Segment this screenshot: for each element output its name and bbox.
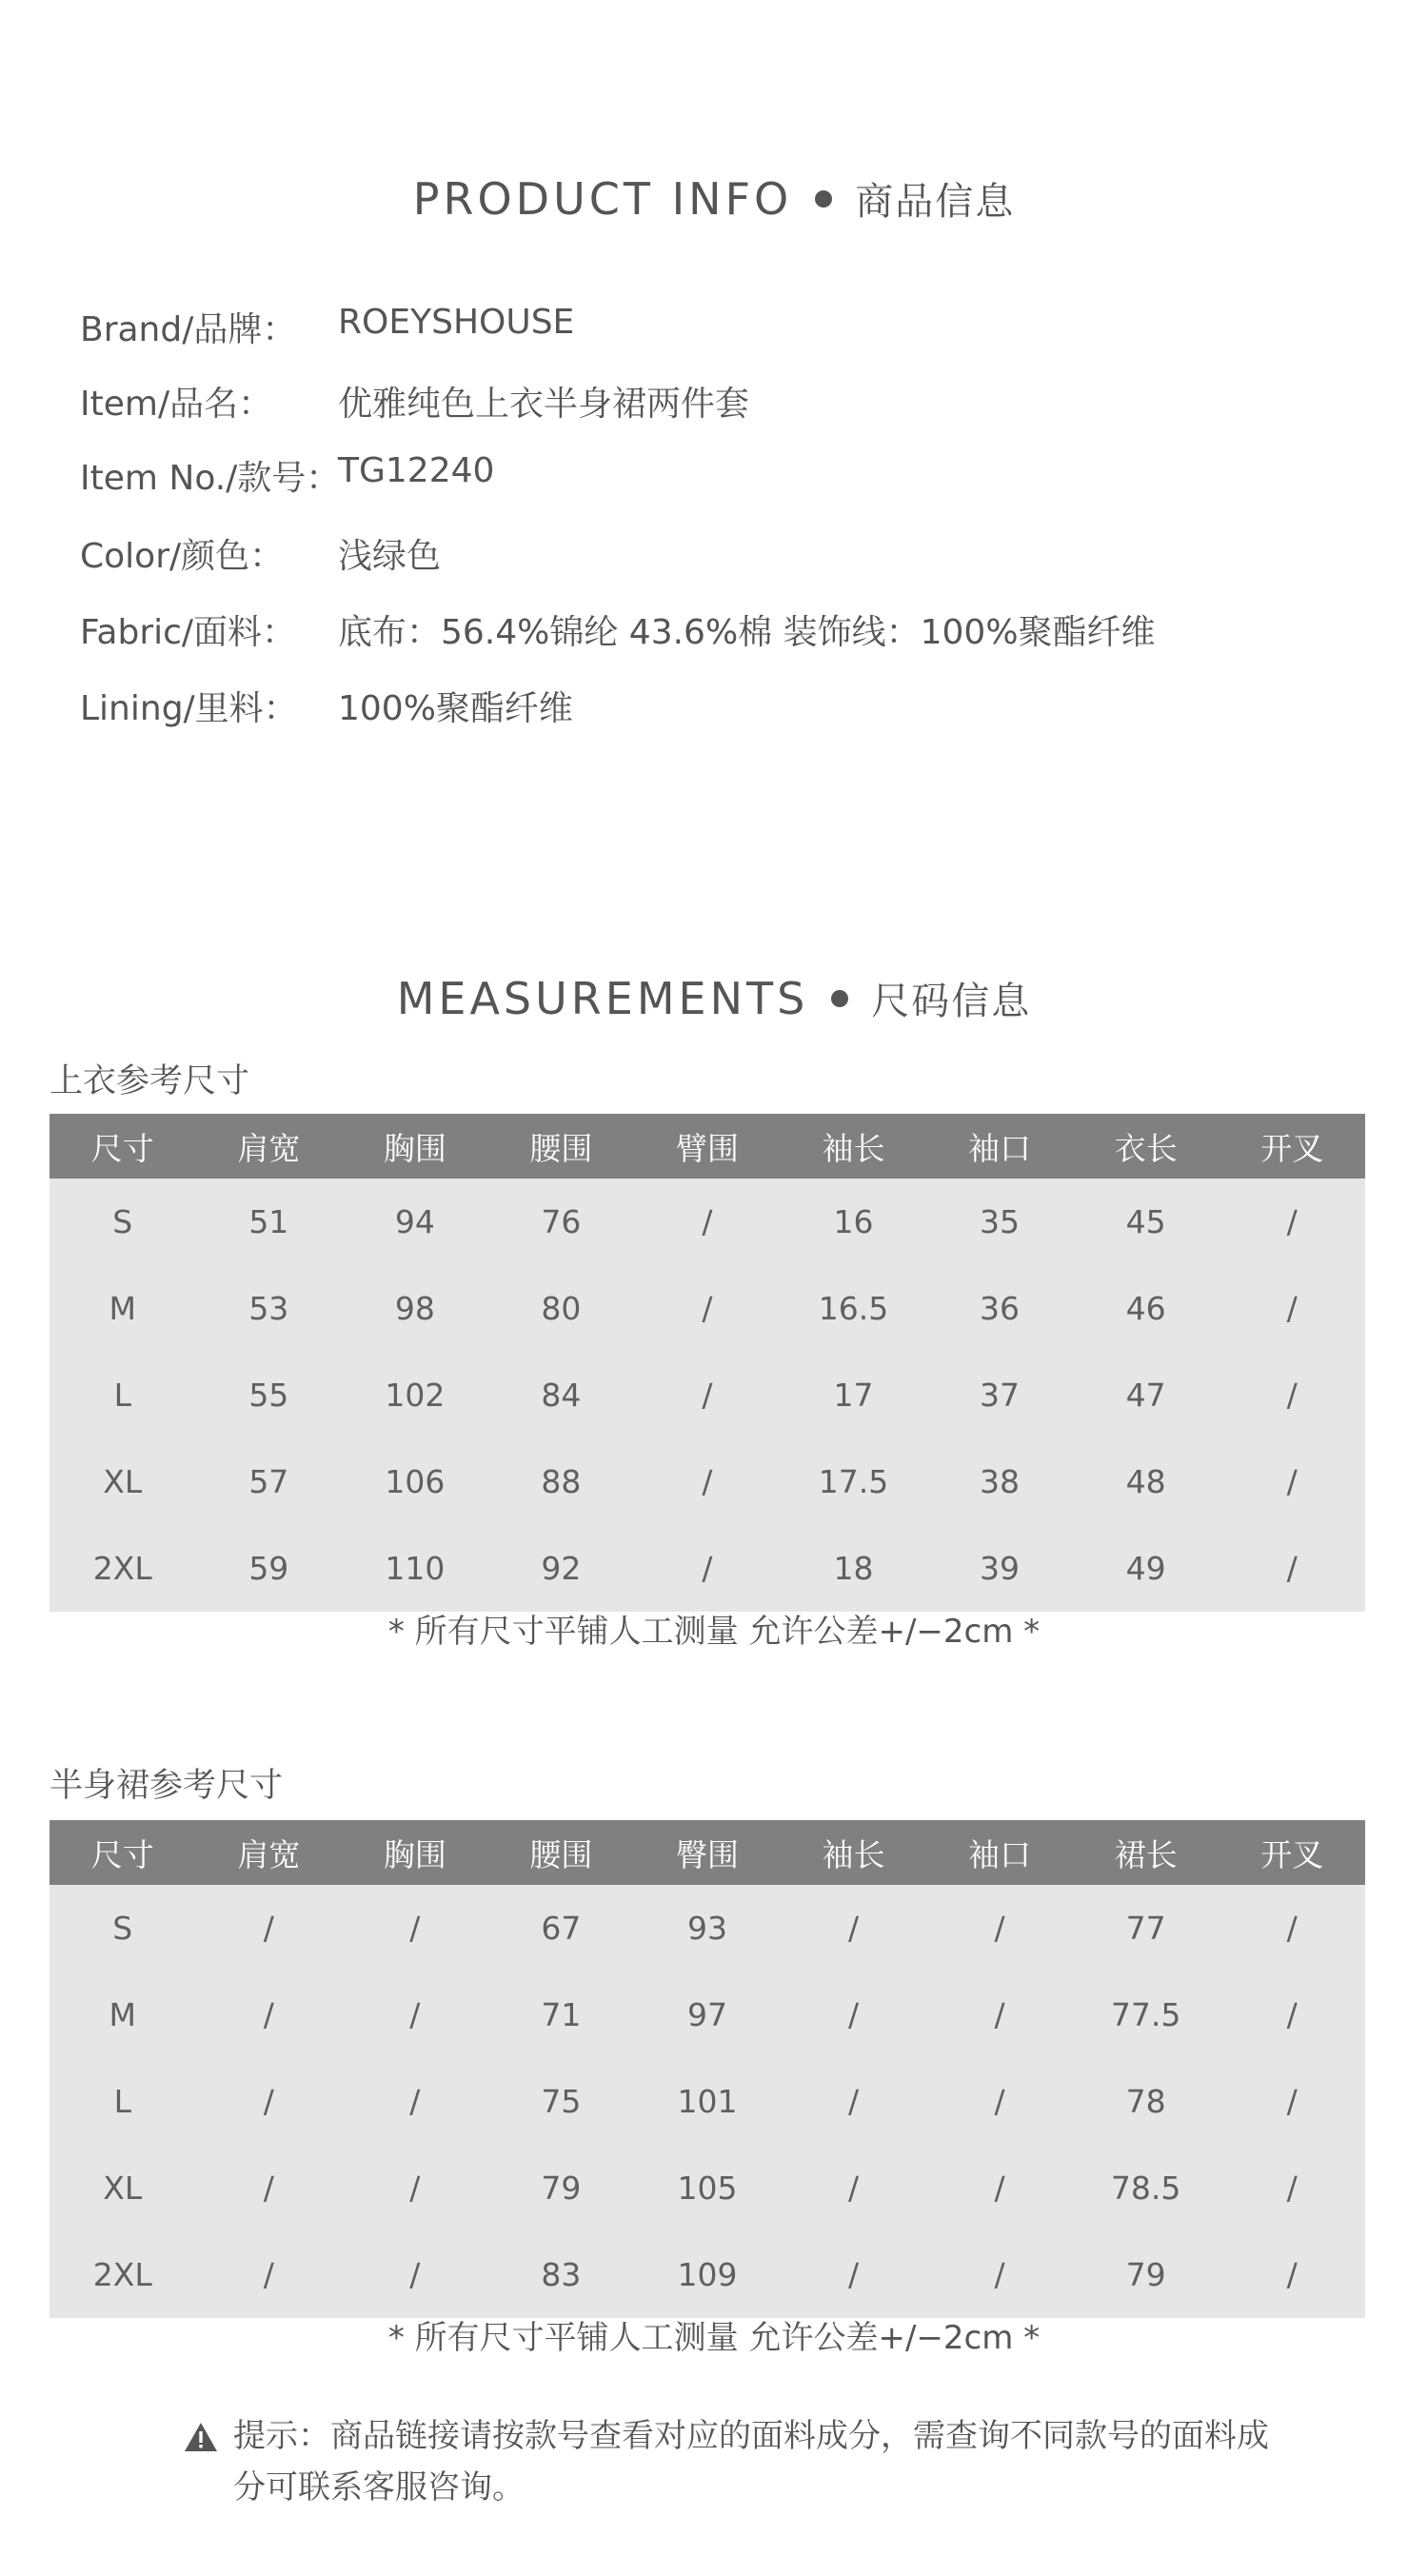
product-info-title-cn: 商品信息 [855, 180, 1016, 224]
table-cell: / [1286, 1463, 1298, 1500]
bullet-dot [815, 190, 832, 208]
table-cell: / [994, 2256, 1005, 2293]
table-cell: / [1286, 1203, 1298, 1240]
table-cell: 80 [541, 1290, 582, 1327]
info-value: ROEYSHOUSE [338, 303, 575, 342]
table-cell: 48 [1125, 1463, 1166, 1500]
table-cell: / [1286, 1910, 1298, 1947]
table-cell: 77 [1125, 1910, 1166, 1947]
table-cell: 53 [248, 1290, 289, 1327]
table-row [50, 1438, 1365, 1525]
table-cell: / [702, 1290, 713, 1327]
table-cell: / [263, 1910, 274, 1947]
table-cell: / [409, 1910, 421, 1947]
table-cell: / [847, 2256, 860, 2293]
table-cell: 105 [677, 2170, 738, 2207]
table-cell: / [263, 1996, 274, 2033]
table-cell: 45 [1125, 1203, 1166, 1240]
top-table-note: * 所有尺寸平铺人工测量 允许公差+/−2cm * [387, 1613, 1041, 1651]
column-header: 袖口 [968, 1835, 1032, 1873]
info-value: 优雅纯色上衣半身裙两件套 [338, 385, 750, 424]
table-row [50, 1352, 1365, 1438]
table-cell: M [109, 1996, 137, 2033]
column-header: 肩宽 [237, 1835, 301, 1873]
column-header: 胸围 [383, 1835, 446, 1873]
info-value: 底布：56.4%锦纶 43.6%棉 装饰线：100%聚酯纤维 [338, 613, 1156, 652]
info-label: Item/品名： [80, 385, 273, 424]
tip-text: 提示：商品链接请按款号查看对应的面料成分，需查询不同款号的面料成分可联系客服咨询。 [233, 2417, 1269, 2507]
table-cell: 92 [541, 1550, 582, 1587]
info-row-item-no [0, 451, 1428, 508]
info-row-lining [0, 682, 1428, 739]
table-cell: 57 [248, 1463, 289, 1500]
info-label: Lining/里料： [80, 689, 298, 728]
product-info-title [0, 171, 1428, 226]
table-cell: 75 [541, 2083, 582, 2120]
table-cell: / [409, 2256, 421, 2293]
table-cell: L [113, 1377, 131, 1414]
table-cell: 46 [1125, 1290, 1166, 1327]
table-cell: 49 [1125, 1550, 1166, 1587]
table-cell: / [702, 1463, 713, 1500]
table-cell: / [702, 1203, 713, 1240]
table-row [50, 1885, 1365, 1972]
table-row [50, 1179, 1365, 1265]
table-cell: 93 [686, 1910, 727, 1947]
skirt-table-note: * 所有尺寸平铺人工测量 允许公差+/−2cm * [387, 2319, 1041, 2357]
info-value: 浅绿色 [338, 537, 442, 576]
table-cell: / [1286, 1377, 1298, 1414]
table-cell: / [263, 2256, 274, 2293]
info-value: TG12240 [338, 451, 495, 490]
table-cell: 35 [980, 1203, 1021, 1240]
table-cell: 67 [541, 1910, 582, 1947]
info-label: Color/颜色： [80, 537, 285, 576]
table-cell: 71 [541, 1996, 582, 2033]
table-cell: 79 [1125, 2256, 1166, 2293]
column-header: 腰围 [529, 1129, 593, 1167]
table-cell: 51 [248, 1203, 289, 1240]
table-cell: / [1286, 1550, 1298, 1587]
table-cell: 16 [833, 1203, 874, 1240]
table-cell: 106 [385, 1463, 446, 1500]
table-cell: 78.5 [1110, 2170, 1181, 2207]
table-cell: 101 [677, 2083, 738, 2120]
table-cell: / [994, 2170, 1005, 2207]
table-cell: 2XL [92, 1550, 152, 1587]
column-header: 衣长 [1114, 1129, 1178, 1167]
table-cell: 97 [686, 1996, 727, 2033]
table-cell: / [994, 1910, 1005, 1947]
column-header: 袖口 [968, 1129, 1032, 1167]
table-cell: L [113, 2083, 131, 2120]
table-cell: / [409, 2170, 421, 2207]
table-row [50, 1265, 1365, 1352]
measurements-title-en: MEASUREMENTS [396, 973, 809, 1024]
column-header: 袖长 [822, 1835, 885, 1873]
column-header: 臀围 [675, 1835, 739, 1873]
table-cell: 36 [980, 1290, 1021, 1327]
measurements-title [0, 971, 1428, 1025]
table-header-row [50, 1114, 1365, 1179]
table-cell: 94 [394, 1203, 435, 1240]
table-cell: 39 [980, 1550, 1021, 1587]
table-cell: 18 [833, 1550, 874, 1587]
table-cell: / [702, 1550, 713, 1587]
column-header: 裙长 [1114, 1835, 1178, 1873]
table-cell: 17 [833, 1377, 874, 1414]
column-header: 开叉 [1260, 1129, 1324, 1167]
table-cell: 78 [1125, 2083, 1166, 2120]
table-cell: 109 [677, 2256, 738, 2293]
table-cell: 110 [385, 1550, 446, 1587]
table-cell: 84 [541, 1377, 582, 1414]
table-cell: 2XL [92, 2256, 152, 2293]
table-cell: / [409, 2083, 421, 2120]
table-cell: 38 [980, 1463, 1021, 1500]
table-cell: / [994, 1996, 1005, 2033]
table-cell: / [1286, 2256, 1298, 2293]
table-cell: 79 [541, 2170, 582, 2207]
table-row [50, 2058, 1365, 2145]
table-cell: 76 [541, 1203, 582, 1240]
column-header: 尺寸 [90, 1835, 154, 1873]
column-header: 腰围 [529, 1835, 593, 1873]
info-row-brand [0, 303, 1428, 360]
table-cell: 47 [1125, 1377, 1166, 1414]
info-label: Item No./款号： [80, 459, 341, 498]
table-cell: 88 [541, 1463, 582, 1500]
table-cell: / [1286, 1290, 1298, 1327]
table-cell: 83 [541, 2256, 582, 2293]
info-label: Brand/品牌： [80, 310, 297, 349]
table-row [50, 2231, 1365, 2318]
table-cell: 16.5 [818, 1290, 889, 1327]
column-header: 袖长 [822, 1129, 885, 1167]
table-cell: / [702, 1377, 713, 1414]
table-cell: M [109, 1290, 137, 1327]
table-cell: / [847, 1996, 860, 2033]
column-header: 尺寸 [90, 1129, 154, 1167]
info-row-item [0, 377, 1428, 434]
bullet-dot [831, 990, 848, 1007]
table-row [50, 2145, 1365, 2231]
column-header: 肩宽 [237, 1129, 301, 1167]
table-cell: / [1286, 1996, 1298, 2033]
skirt-size-table [50, 1820, 1365, 2318]
table-cell: / [263, 2083, 274, 2120]
table-cell: 59 [248, 1550, 289, 1587]
table-cell: S [112, 1910, 133, 1947]
info-value: 100%聚酯纤维 [338, 689, 573, 728]
table-cell: S [112, 1203, 133, 1240]
info-row-color [0, 529, 1428, 586]
table-cell: 102 [385, 1377, 446, 1414]
table-cell: XL [103, 2170, 143, 2207]
table-cell: / [847, 2083, 860, 2120]
column-header: 胸围 [383, 1129, 446, 1167]
top-table-title: 上衣参考尺寸 [50, 1062, 250, 1100]
table-cell: / [263, 2170, 274, 2207]
column-header: 开叉 [1260, 1835, 1324, 1873]
warning-icon [184, 2422, 218, 2452]
table-cell: / [1286, 2083, 1298, 2120]
column-header: 臂围 [675, 1129, 739, 1167]
table-cell: / [409, 1996, 421, 2033]
table-cell: / [994, 2083, 1005, 2120]
table-cell: 55 [248, 1377, 289, 1414]
table-cell: / [847, 2170, 860, 2207]
table-cell: 98 [394, 1290, 435, 1327]
table-row [50, 1972, 1365, 2058]
table-row [50, 1525, 1365, 1612]
table-header-row [50, 1820, 1365, 1885]
table-cell: / [847, 1910, 860, 1947]
table-cell: 17.5 [818, 1463, 889, 1500]
measurements-title-cn: 尺码信息 [871, 980, 1032, 1023]
table-cell: / [1286, 2170, 1298, 2207]
top-size-table [50, 1114, 1365, 1612]
info-row-fabric [0, 605, 1428, 663]
table-cell: 77.5 [1110, 1996, 1181, 2033]
product-info-title-en: PRODUCT INFO [412, 173, 793, 225]
skirt-table-title: 半身裙参考尺寸 [50, 1767, 284, 1805]
table-cell: 37 [980, 1377, 1021, 1414]
table-cell: XL [103, 1463, 143, 1500]
info-label: Fabric/面料： [80, 613, 297, 652]
